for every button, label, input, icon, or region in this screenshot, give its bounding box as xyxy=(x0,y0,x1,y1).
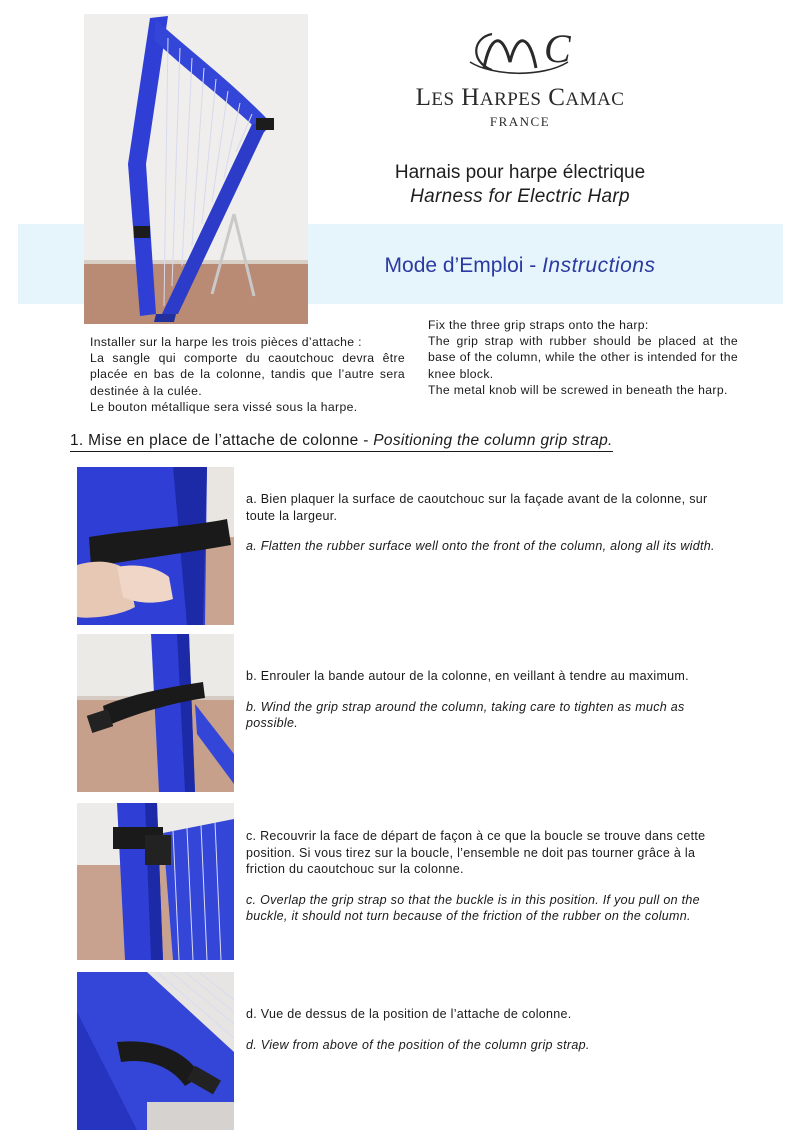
step-a-text: a. Bien plaquer la surface de caoutchouc sur la façade avant de la colonne, sur toute la largeur. a. Flatten the rubber surface well onto the front of the column, along all its width. xyxy=(246,492,715,553)
intro-french: Installer sur la harpe les trois pièces d’attache : La sangle qui comporte du caoutchouc devra être placée en bas de la colonne, tandis que l’autre sera destinée à la culée. Le bouton métallique sera vissé sous la harpe. xyxy=(90,335,405,414)
step-c-text: c. Recouvrir la face de départ de façon à ce que la boucle se trouve dans cette position. Si vous tirez sur la boucle, l’ensemble ne doit pas tourner grâce à la friction du caoutchouc sur la colonne. c. Overlap the grip strap so that the buckle is in this position. If you pull on the buckle, it should not turn because of the friction of the rubber on the column. xyxy=(246,829,706,923)
logo-company-name: LES HARPES CAMAC xyxy=(415,84,625,111)
instructions-heading: Mode d’Emploi - Instructions xyxy=(384,254,656,277)
step-c-photo xyxy=(77,803,234,960)
section-heading: 1. Mise en place de l’attache de colonne - Positioning the column grip strap. xyxy=(70,432,613,452)
harp-photo xyxy=(84,14,308,324)
step-b-text: b. Enrouler la bande autour de la colonne, en veillant à tendre au maximum. b. Wind the grip strap around the column, taking care to tighten as much as possible. xyxy=(246,669,689,730)
title-french: Harnais pour harpe électrique xyxy=(394,162,646,183)
title-english: Harness for Electric Harp xyxy=(410,186,630,207)
step-a-photo xyxy=(77,467,234,625)
step-d-photo xyxy=(77,972,234,1130)
camac-logo xyxy=(372,22,668,132)
step-b-photo xyxy=(77,634,234,792)
step-d-text: d. Vue de dessus de la position de l’attache de colonne. d. View from above of the position of the column grip strap. xyxy=(246,1007,590,1052)
intro-english: Fix the three grip straps onto the harp: The grip strap with rubber should be placed at the base of the column, while the other is intended for the knee block. The metal knob will be screwed in beneath the harp. xyxy=(428,318,738,397)
logo-country: FRANCE xyxy=(489,114,551,129)
logo-monogram-letter: C xyxy=(544,26,571,71)
camac-monogram-icon xyxy=(372,22,668,84)
